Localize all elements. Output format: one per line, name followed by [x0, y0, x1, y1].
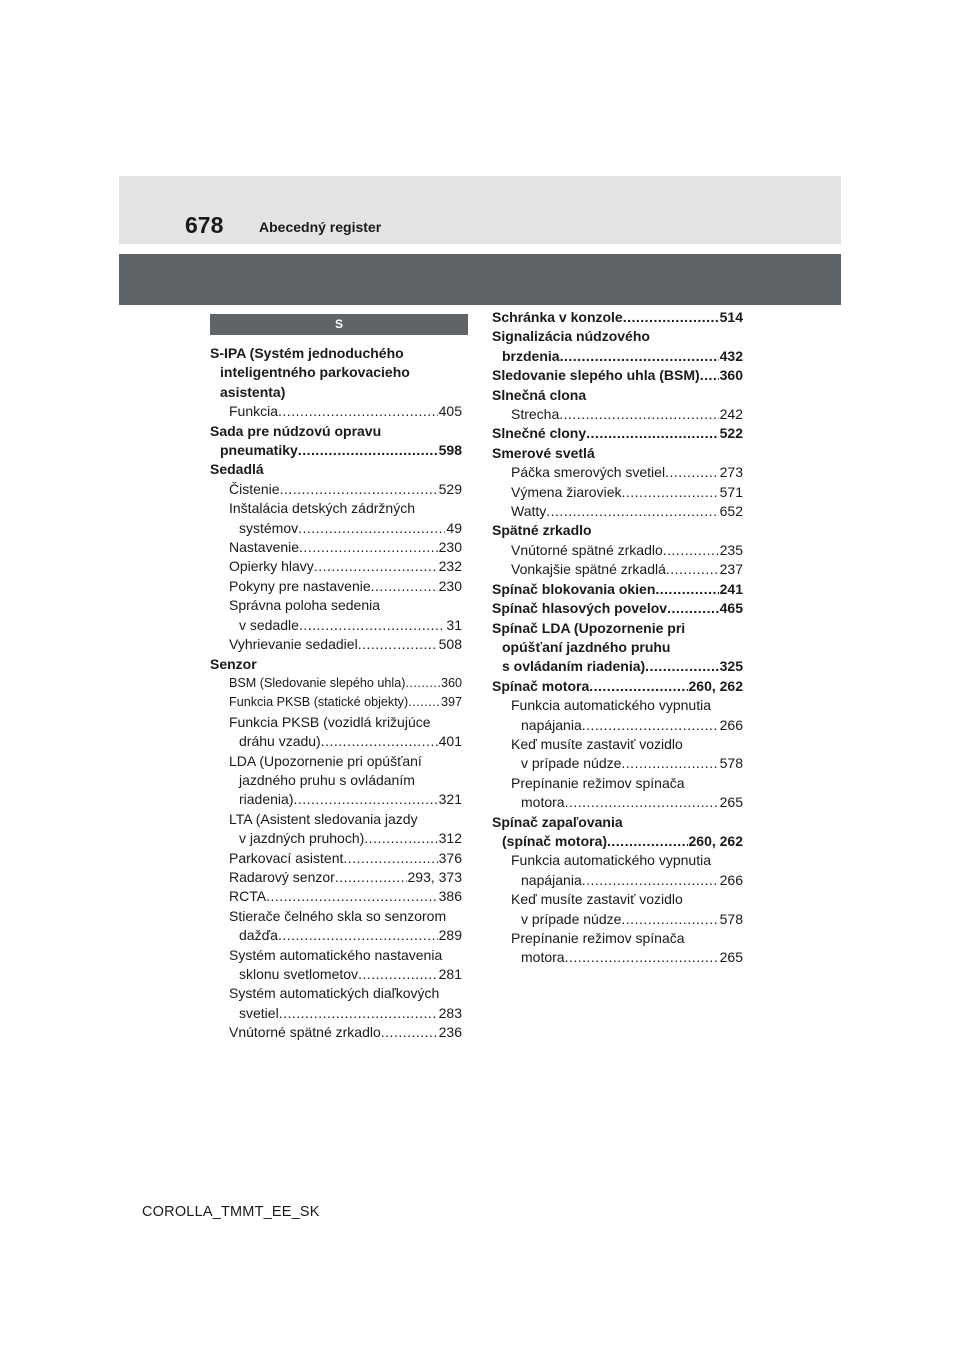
index-entry: [492, 366, 743, 385]
index-entry: [492, 619, 743, 638]
dot-leader: [364, 829, 437, 848]
index-entry: [210, 577, 462, 596]
index-entry: [492, 424, 743, 443]
index-entry: [210, 383, 462, 402]
index-entry-page: 360: [440, 675, 462, 690]
index-entry: [492, 444, 743, 463]
index-entry: [492, 308, 743, 327]
index-entry-page: 236: [438, 1024, 462, 1041]
index-entry-page: 529: [438, 480, 462, 497]
index-entry: [492, 813, 743, 832]
index-entry: [210, 771, 462, 790]
index-entry-page: 260, 262: [688, 677, 743, 694]
index-entry-label: Keď musíte zastaviť vozidlo: [511, 891, 683, 908]
index-entry: [492, 754, 743, 773]
index-entry: [492, 832, 743, 851]
index-entry-label: pneumatiky: [220, 442, 298, 459]
index-entry: [210, 344, 462, 363]
dot-leader: [559, 405, 718, 424]
index-entry-label: Sada pre núdzovú opravu: [210, 422, 382, 439]
dot-leader: [405, 674, 440, 693]
dot-leader: [565, 793, 719, 812]
index-entry-label: Funkcia automatického vypnutia: [511, 852, 711, 869]
index-entry: [210, 732, 462, 751]
index-entry: [210, 810, 462, 829]
index-entry-label: Funkcia PKSB (statické objekty): [229, 695, 409, 710]
index-entry-label: riadenia): [239, 791, 294, 808]
index-entry-page: 49: [446, 519, 462, 536]
index-entry: [210, 674, 462, 693]
dot-leader: [645, 657, 718, 676]
index-entry-label: v jazdných pruhoch): [239, 830, 365, 847]
index-entry-label: Spínač motora: [492, 677, 590, 694]
dot-leader: [279, 1004, 438, 1023]
index-entry-label: Parkovací asistent: [229, 849, 344, 866]
index-entry: [210, 422, 462, 441]
index-entry-label: Čistenie: [229, 480, 280, 497]
index-entry-page: 432: [719, 347, 743, 364]
index-entry-label: Vonkajšie spätné zrkadlá: [511, 561, 666, 578]
index-entry-label: Signalizácia núdzového: [492, 328, 650, 345]
dot-leader: [663, 541, 719, 560]
index-entry-label: BSM (Sledovanie slepého uhla): [229, 675, 406, 690]
dot-leader: [565, 948, 719, 967]
index-entry-label: Systém automatických diaľkových: [229, 985, 440, 1002]
index-entry-label: opúšťaní jazdného pruhu: [502, 638, 671, 655]
index-column-left: [210, 344, 462, 1043]
index-entry-page: 266: [719, 871, 743, 888]
index-entry-page: 386: [438, 888, 462, 905]
index-entry: [492, 521, 743, 540]
index-entry: [210, 752, 462, 771]
index-entry-label: Funkcia automatického vypnutia: [511, 697, 711, 714]
index-entry-page: 401: [438, 733, 462, 750]
dot-leader: [298, 519, 445, 538]
page-title: Abecedný register: [259, 219, 382, 235]
index-entry-page: 281: [438, 966, 462, 982]
index-entry: [210, 984, 462, 1003]
index-entry: [210, 965, 462, 984]
index-entry: [210, 829, 462, 848]
index-entry-label: Prepínanie režimov spínača: [511, 930, 685, 946]
index-entry-label: asistenta): [220, 383, 286, 400]
index-entry-label: Spätné zrkadlo: [492, 522, 592, 539]
index-entry-label: v prípade núdze: [521, 910, 622, 927]
index-entry: [210, 655, 462, 674]
index-entry: [492, 327, 743, 346]
index-entry: [492, 793, 743, 812]
index-entry: [210, 693, 462, 712]
index-entry: [492, 910, 743, 929]
index-entry-page: 242: [719, 406, 743, 423]
index-entry: [210, 887, 462, 906]
index-entry-label: Výmena žiaroviek: [511, 483, 622, 500]
index-entry-label: Keď musíte zastaviť vozidlo: [511, 735, 683, 752]
dot-leader: [358, 965, 438, 984]
dot-leader: [655, 580, 718, 599]
index-entry-label: (spínač motora): [502, 832, 608, 849]
dot-leader: [700, 366, 719, 385]
index-entry-label: svetiel: [239, 1004, 279, 1021]
index-entry-page: 465: [719, 600, 743, 617]
index-entry-label: S-IPA (Systém jednoduchého: [210, 345, 404, 361]
index-entry-label: Opierky hlavy: [229, 558, 314, 575]
dot-leader: [293, 790, 437, 809]
index-entry: [492, 463, 743, 482]
index-entry-page: 578: [719, 755, 743, 772]
dot-leader: [298, 441, 438, 460]
index-entry-label: Slnečná clona: [492, 386, 587, 403]
dot-leader: [607, 832, 687, 851]
index-entry: [210, 868, 462, 887]
index-entry: [492, 386, 743, 405]
index-entry-label: RCTA: [229, 888, 267, 905]
index-entry-page: 522: [719, 425, 743, 442]
index-entry-label: Watty: [511, 503, 547, 520]
dot-leader: [299, 538, 438, 557]
index-entry-label: Spínač blokovania okien: [492, 580, 656, 597]
index-entry: [210, 480, 462, 499]
index-entry: [210, 596, 462, 615]
index-entry-page: 241: [719, 580, 743, 597]
index-entry-label: sklonu svetlometov: [239, 966, 359, 982]
dot-leader: [622, 483, 719, 502]
index-entry-label: Strecha: [511, 406, 560, 423]
index-entry-label: Sledovanie slepého uhla (BSM): [492, 367, 700, 384]
index-entry-page: 293, 373: [407, 868, 462, 885]
index-entry-page: 325: [719, 658, 743, 675]
index-entry-label: Funkcia PKSB (vozidlá križujúce: [229, 713, 431, 730]
index-entry: [210, 946, 462, 965]
index-entry-label: dráhu vzadu): [239, 733, 321, 750]
index-entry-label: systémov: [239, 519, 299, 536]
index-entry-label: dažďa: [239, 927, 278, 944]
dot-leader: [266, 887, 438, 906]
index-entry: [492, 735, 743, 754]
index-entry: [492, 696, 743, 715]
index-entry-page: 273: [719, 464, 743, 481]
index-entry-label: Spínač hlasových povelov: [492, 600, 668, 617]
index-entry-label: Funkcia: [229, 403, 279, 420]
index-entry-page: 397: [440, 695, 462, 710]
dot-leader: [408, 693, 440, 712]
index-entry-page: 360: [719, 367, 743, 384]
index-entry-label: Schránka v konzole: [492, 309, 623, 325]
dot-leader: [586, 424, 718, 443]
index-entry-page: 232: [438, 558, 462, 575]
dot-leader: [280, 480, 438, 499]
page-number: 678: [185, 212, 224, 238]
index-entry-label: Spínač LDA (Upozornenie pri: [492, 619, 686, 636]
index-entry-page: 578: [719, 910, 743, 927]
index-entry-label: napájania: [521, 716, 582, 733]
index-entry: [210, 616, 462, 635]
header-band: [119, 176, 841, 244]
dot-leader: [314, 557, 438, 576]
index-entry: [492, 405, 743, 424]
index-entry-page: 235: [719, 541, 743, 558]
index-entry-label: v prípade núdze: [521, 755, 622, 772]
index-entry-page: 405: [438, 403, 462, 420]
section-banner: [119, 254, 841, 305]
index-entry: [210, 363, 462, 382]
dot-leader: [343, 849, 437, 868]
index-entry-page: 289: [438, 927, 462, 944]
index-entry: [492, 716, 743, 735]
index-entry: [210, 713, 462, 732]
index-entry: [492, 871, 743, 890]
index-entry: [492, 929, 743, 948]
index-entry-page: 266: [719, 716, 743, 733]
index-entry-page: 31: [446, 616, 462, 633]
dot-leader: [335, 868, 407, 887]
index-entry: [492, 560, 743, 579]
index-entry-label: napájania: [521, 871, 582, 888]
index-entry-page: 321: [438, 791, 462, 808]
index-entry: [210, 499, 462, 518]
index-entry-label: s ovládaním riadenia): [502, 658, 646, 675]
index-entry-label: Senzor: [210, 655, 257, 672]
index-entry-label: Nastavenie: [229, 539, 300, 556]
dot-leader: [665, 463, 719, 482]
index-entry-page: 652: [719, 503, 743, 520]
index-entry: [210, 557, 462, 576]
index-entry: [210, 790, 462, 809]
index-letter-heading: S: [210, 314, 468, 335]
index-entry: [492, 948, 743, 967]
index-entry: [210, 849, 462, 868]
index-entry-page: 283: [438, 1004, 462, 1021]
index-entry-label: Smerové svetlá: [492, 444, 595, 461]
dot-leader: [621, 910, 718, 929]
index-entry: [210, 441, 462, 460]
dot-leader: [621, 754, 718, 773]
dot-leader: [623, 308, 719, 327]
index-entry-page: 312: [438, 830, 462, 847]
index-entry-label: LDA (Upozornenie pri opúšťaní: [229, 752, 422, 769]
index-entry: [492, 677, 743, 696]
dot-leader: [582, 716, 719, 735]
index-entry: [492, 657, 743, 676]
index-entry-label: Sedadlá: [210, 461, 264, 478]
index-entry-page: 265: [719, 949, 743, 966]
index-entry-label: Inštalácia detských zádržných: [229, 500, 415, 517]
index-entry-label: Správna poloha sedenia: [229, 597, 381, 614]
index-entry: [210, 926, 462, 945]
index-entry: [492, 890, 743, 909]
index-entry: [210, 907, 462, 926]
index-entry: [210, 538, 462, 557]
index-entry-page: 260, 262: [688, 832, 743, 849]
index-entry-label: Spínač zapaľovania: [492, 813, 623, 830]
dot-leader: [371, 577, 438, 596]
index-entry: [210, 519, 462, 538]
dot-leader: [321, 732, 438, 751]
index-entry: [492, 347, 743, 366]
index-entry-page: 598: [438, 442, 462, 459]
index-entry: [210, 402, 462, 421]
index-entry-label: Systém automatického nastavenia: [229, 946, 443, 963]
index-entry: [492, 774, 743, 793]
index-entry-label: v sedadle: [239, 616, 299, 633]
document-code: COROLLA_TMMT_EE_SK: [142, 1204, 320, 1220]
index-entry-label: Vnútorné spätné zrkadlo: [511, 541, 663, 558]
index-entry-label: brzdenia: [502, 347, 560, 364]
index-entry-label: Stierače čelného skla so senzorom: [229, 907, 447, 924]
index-entry-page: 230: [438, 577, 462, 594]
index-entry: [492, 599, 743, 618]
index-entry: [492, 851, 743, 870]
index-entry-label: Páčka smerových svetiel: [511, 464, 666, 481]
index-entry-label: Vyhrievanie sedadiel: [229, 636, 358, 653]
index-entry-label: Prepínanie režimov spínača: [511, 774, 685, 791]
index-entry-label: Pokyny pre nastavenie: [229, 577, 371, 594]
index-entry: [210, 1004, 462, 1023]
index-entry-label: Slnečné clony: [492, 425, 587, 442]
index-entry: [492, 502, 743, 521]
index-entry: [210, 1023, 462, 1042]
dot-leader: [589, 677, 687, 696]
index-entry-label: jazdného pruhu s ovládaním: [239, 771, 415, 788]
index-entry: [492, 541, 743, 560]
index-entry-label: motora: [521, 949, 565, 966]
index-entry-page: 514: [719, 309, 743, 325]
dot-leader: [299, 616, 445, 635]
dot-leader: [381, 1023, 438, 1042]
index-entry-label: inteligentného parkovacieho: [220, 364, 410, 381]
dot-leader: [358, 635, 438, 654]
index-entry: [210, 460, 462, 479]
dot-leader: [667, 599, 719, 618]
dot-leader: [582, 871, 719, 890]
dot-leader: [278, 926, 438, 945]
dot-leader: [278, 402, 438, 421]
index-entry-page: 508: [438, 636, 462, 653]
index-entry: [492, 483, 743, 502]
index-entry-label: Vnútorné spätné zrkadlo: [229, 1024, 381, 1041]
dot-leader: [560, 347, 719, 366]
index-entry: [492, 580, 743, 599]
index-entry-page: 237: [719, 561, 743, 578]
index-entry-page: 571: [719, 483, 743, 500]
index-entry-label: Radarový senzor: [229, 868, 335, 885]
index-entry-page: 265: [719, 794, 743, 811]
index-entry-label: LTA (Asistent sledovania jazdy: [229, 810, 418, 827]
index-entry-page: 376: [438, 849, 462, 866]
index-entry-label: motora: [521, 794, 565, 811]
index-entry: [492, 638, 743, 657]
dot-leader: [546, 502, 718, 521]
dot-leader: [666, 560, 719, 579]
index-entry: [210, 635, 462, 654]
index-entry-page: 230: [438, 539, 462, 556]
index-column-right: [492, 308, 743, 968]
